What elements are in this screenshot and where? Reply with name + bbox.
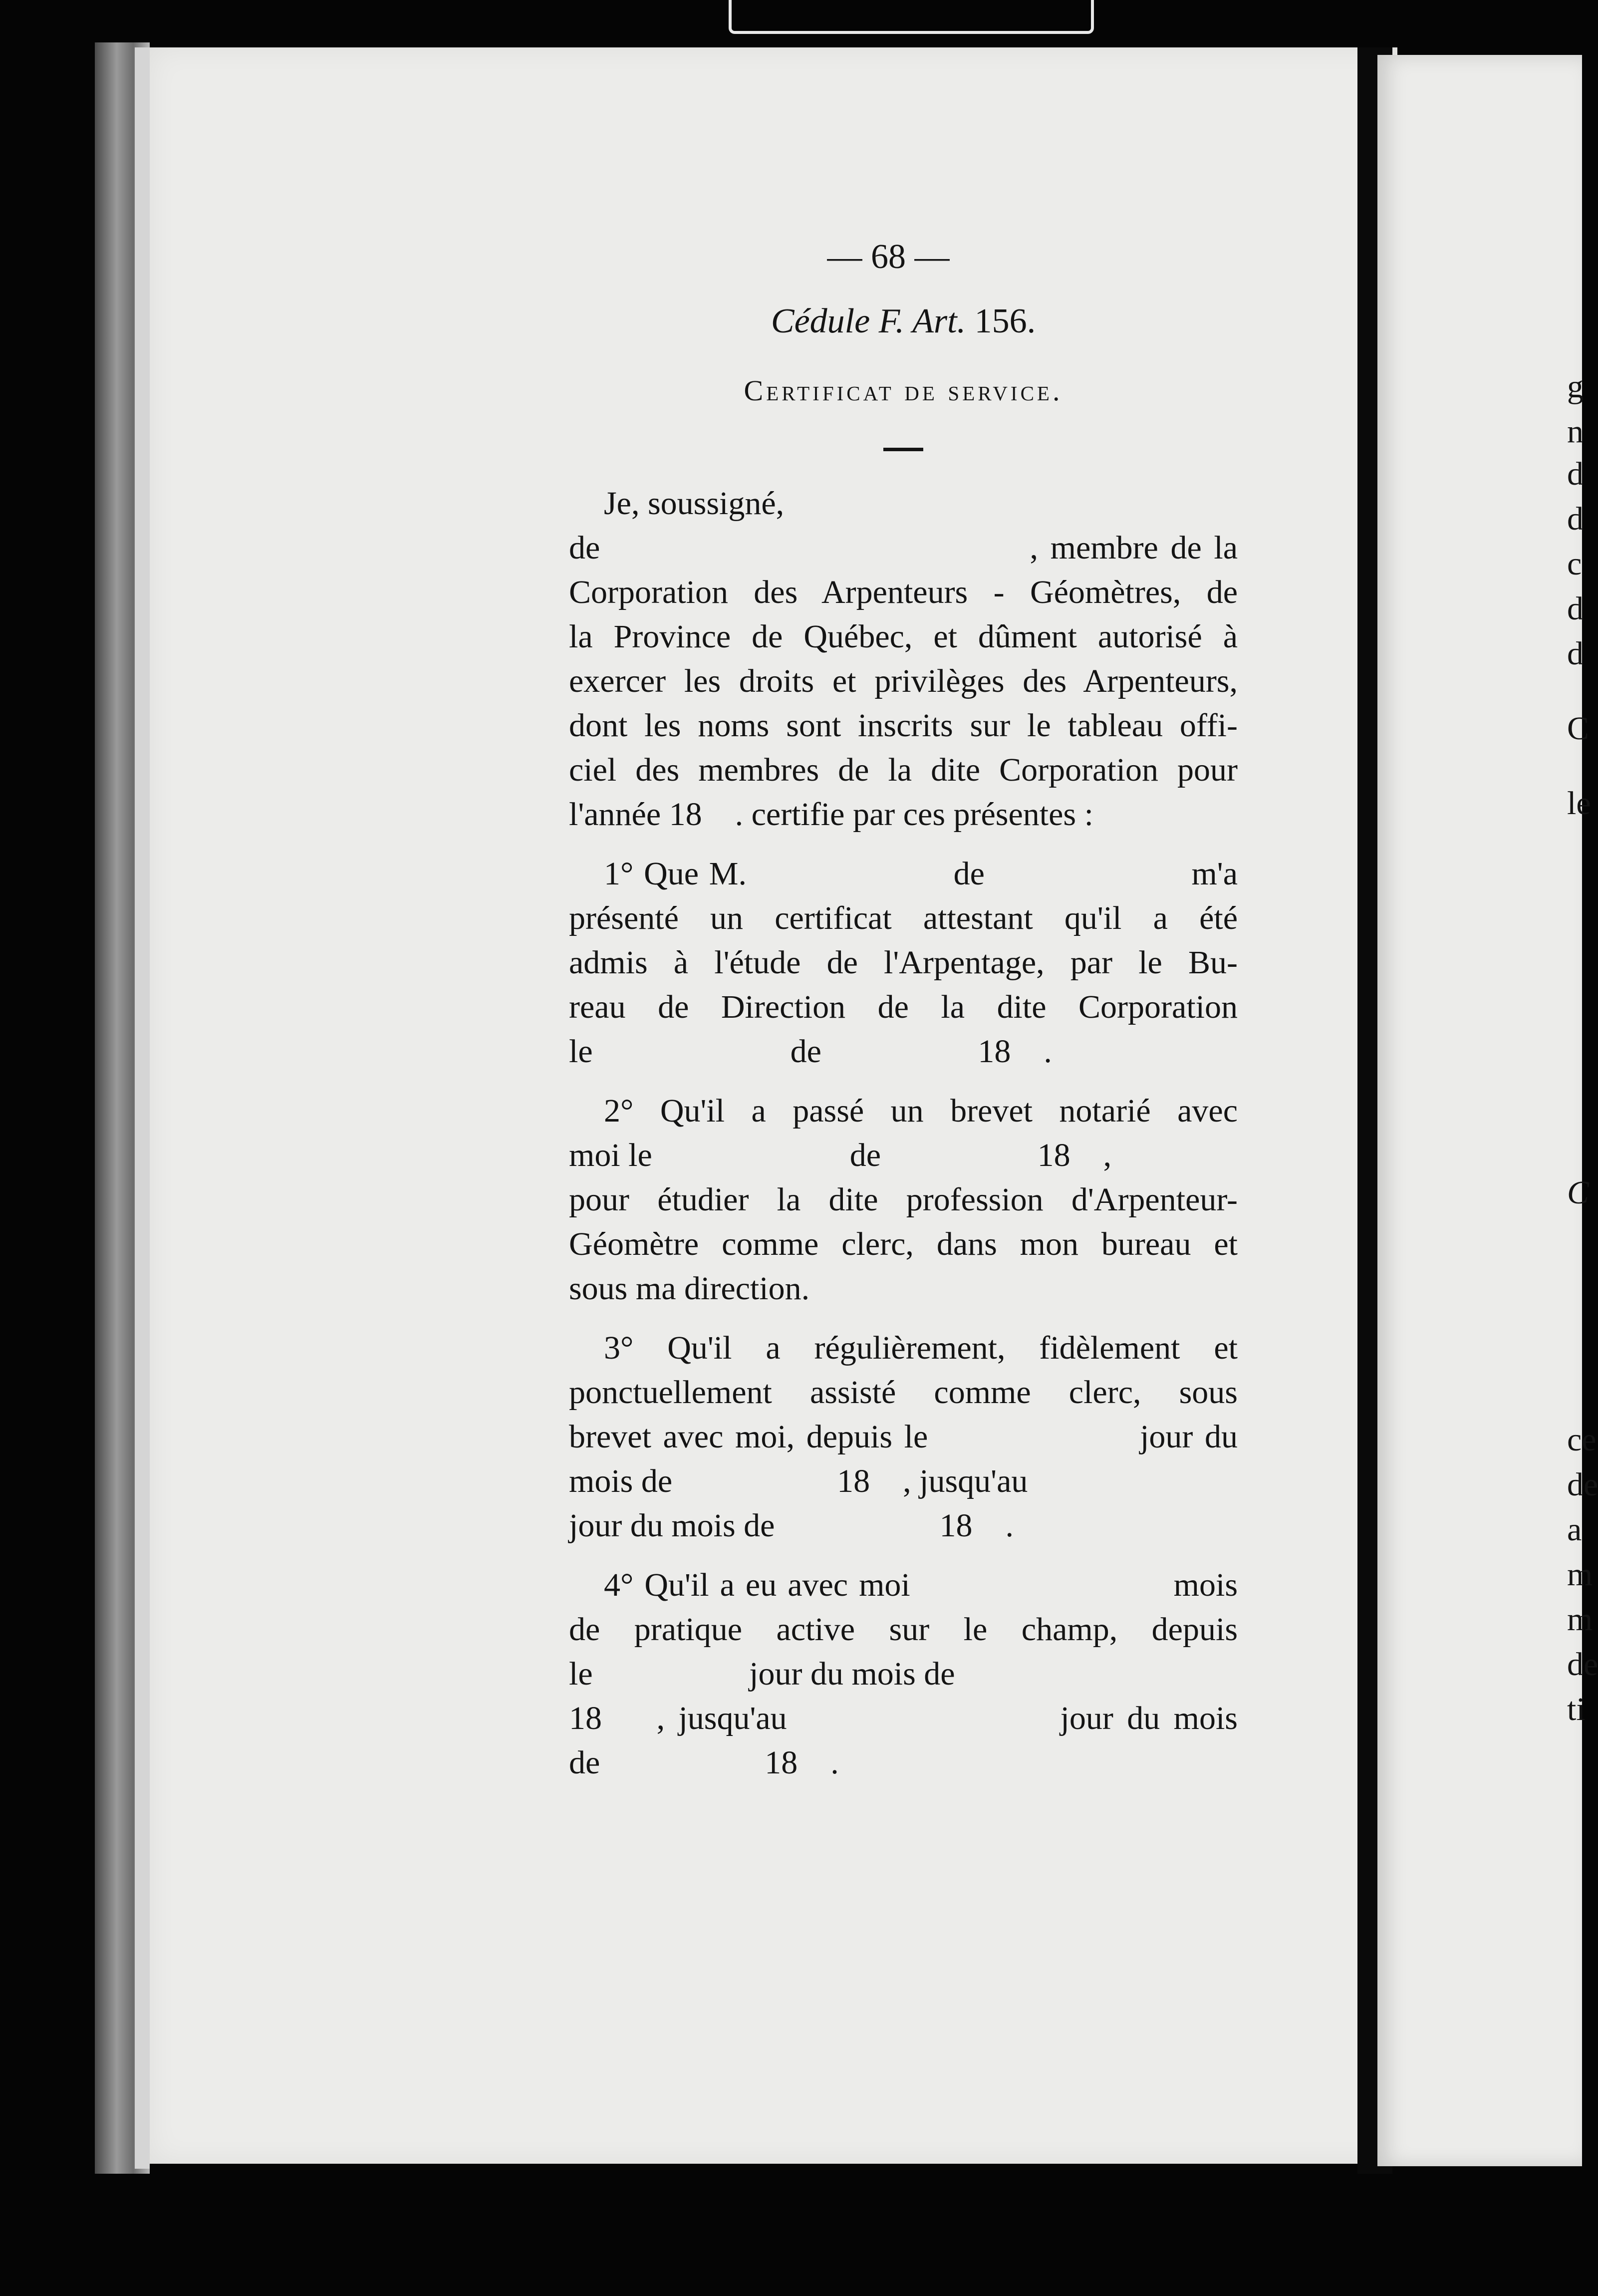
cedule-number: 156. [974, 302, 1036, 340]
binder-clip [729, 0, 1094, 34]
right-page-fragment: m [1567, 1556, 1593, 1593]
page-number: — 68 — [827, 238, 950, 276]
body-line: jour du mois de 18 . [569, 1507, 1014, 1544]
body-line: sous ma direction. [569, 1270, 810, 1307]
body-line: admis à l'étude de l'Arpentage, par le Bu- [569, 944, 1238, 981]
body-line: exercer les droits et privilèges des Arpenteurs, [569, 663, 1238, 699]
right-page-fragment: ce [1567, 1422, 1597, 1458]
right-page-fragment: C [1567, 710, 1590, 747]
title-rule [883, 448, 923, 451]
right-page-fragment: d [1567, 456, 1584, 492]
body-line: brevet avec moi, depuis le jour du [569, 1419, 1238, 1455]
document-title: Certificat de service. [744, 374, 1063, 407]
body-line: dont les noms sont inscrits sur le tableau offi- [569, 707, 1238, 744]
right-page-fragment: c [1567, 546, 1582, 582]
right-page-fragment: C [1567, 1174, 1590, 1211]
right-page-fragment: de [1567, 1646, 1598, 1683]
right-page-fragment: a [1567, 1511, 1582, 1548]
body-line: reau de Direction de la dite Corporation [569, 989, 1238, 1025]
body-line: le jour du mois de [569, 1656, 955, 1692]
body-line: ponctuellement assisté comme clerc, sous [569, 1374, 1238, 1411]
body-line: présenté un certificat attestant qu'il a été [569, 900, 1238, 936]
right-page-fragment: le [1567, 785, 1591, 822]
cedule-label: Cédule F. Art. [771, 302, 966, 340]
right-page [1377, 55, 1582, 2166]
body-line: 4° Qu'il a eu avec moi mois [604, 1567, 1238, 1603]
body-line: de 18 . [569, 1744, 839, 1781]
body-line: Je, soussigné, [604, 485, 785, 522]
body-line: Corporation des Arpenteurs - Géomètres, de [569, 574, 1238, 610]
right-page-fragment: g [1567, 368, 1584, 405]
right-page-fragment: d [1567, 501, 1584, 537]
body-line: de , membre de la [569, 530, 1238, 566]
body-line: moi le de 18 , [569, 1137, 1112, 1173]
right-page-fragment: m [1567, 1601, 1593, 1638]
right-page-fragment: ti [1567, 1691, 1586, 1727]
page-edge [135, 47, 150, 2169]
right-page-fragment: d [1567, 635, 1584, 672]
right-page-fragment: d [1567, 590, 1584, 627]
body-line: de pratique active sur le champ, depuis [569, 1611, 1238, 1648]
body-line: ciel des membres de la dite Corporation pour [569, 752, 1238, 788]
cedule-heading [569, 299, 1238, 343]
document-text [569, 235, 1238, 1785]
body-line: pour étudier la dite profession d'Arpenteur- [569, 1181, 1238, 1218]
body-line: la Province de Québec, et dûment autorisé à [569, 618, 1238, 655]
body-line: mois de 18 , jusqu'au [569, 1463, 1028, 1499]
certificate-body [569, 481, 1238, 1785]
right-page-fragment: n [1567, 413, 1584, 450]
body-line: 3° Qu'il a régulièrement, fidèlement et [604, 1330, 1238, 1366]
body-line: 2° Qu'il a passé un brevet notarié avec [604, 1093, 1238, 1129]
body-line: 1° Que M. de m'a [604, 856, 1238, 892]
body-line: Géomètre comme clerc, dans mon bureau et [569, 1226, 1238, 1262]
body-line: le de 18 . [569, 1033, 1052, 1070]
body-line: 18 , jusqu'au jour du mois [569, 1700, 1238, 1736]
body-line: l'année 18 . certifie par ces présentes : [569, 796, 1093, 833]
right-page-fragment: de [1567, 1466, 1598, 1503]
